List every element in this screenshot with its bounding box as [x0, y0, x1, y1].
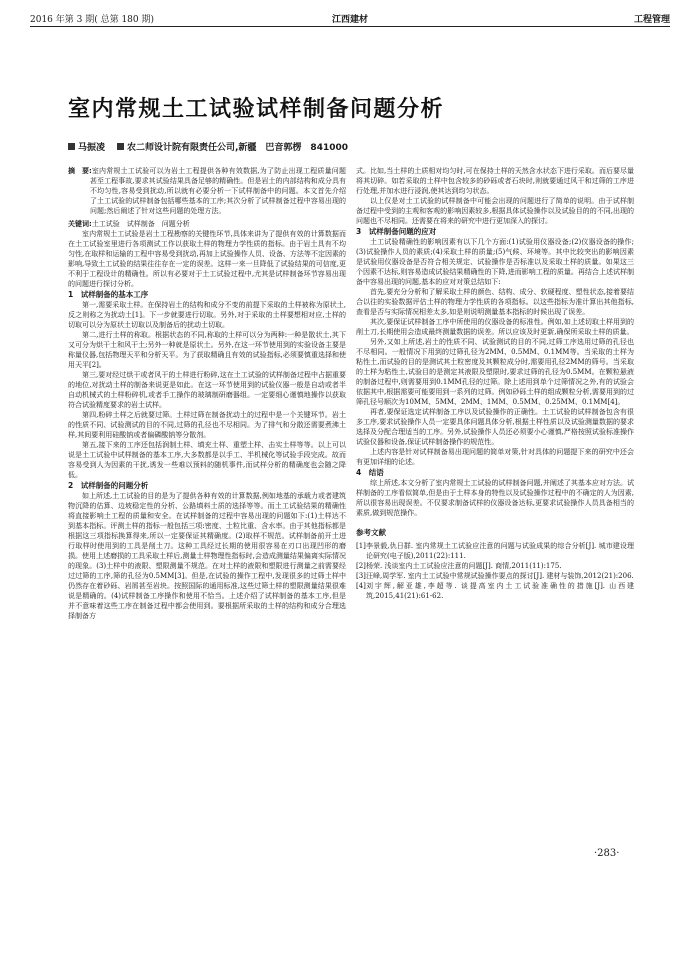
section-4-heading: 4 结语 — [356, 468, 384, 477]
section-3-heading: 3 试样制备问题的应对 — [356, 227, 437, 236]
reference-item — [356, 571, 634, 581]
article-title: 室内常规土工试验试样制备问题分析 — [68, 97, 445, 122]
abstract — [68, 166, 346, 216]
left-column — [68, 166, 346, 621]
paragraph: 其次,要保证试样制备工序中所使用的仪器设备的标准性。例如,如上述切取土样用到的削土刀,长期使用会造成最终测量数据的误差。所以应该及时更新,确保所采取土样的质量。 — [356, 318, 634, 336]
paragraph: 以上仅是对土工试验的试样制备中可能会出现的问题进行了简单的说明。由于试样制备过程中受到的主观和客观的影响因素较多,根据具体试验操作以及试验目的的不同,出现的问题也不尽相同。还需要在将来的研究中进行更加深入的探讨。 — [356, 197, 634, 225]
running-header — [30, 8, 670, 26]
reference-text: 杨荣. 浅谈室内土工试验应注意的问题[J]. 商情,2011(11):175. — [366, 562, 562, 570]
author-affiliation: 农二师设计院有限责任公司,新疆 巴音郭楞 841000 — [127, 143, 349, 153]
reference-number: [4] — [356, 582, 366, 590]
section-name: 工程管理 — [633, 15, 670, 25]
square-bullet-icon — [117, 143, 124, 150]
paragraph: 首先,要充分分析和了解采取土样的颜色、结构、成分、软硬程度、塑性状态,接着要结合以往的实验数据评估土样的物理力学性质的各项指标。以这些指标为准计算出其他指标,查看是否与实际情况相差太多,如是则说明测量基本指标的时候出现了误差。 — [356, 288, 634, 316]
paragraph: 上述内容是针对试样制备易出现问题的简单对策,针对具体的问题提下来的研究中还会有更加详细的论述。 — [356, 448, 634, 466]
issue-info: 2016 年第 3 期( 总第 180 期) — [30, 15, 154, 25]
reference-item — [356, 581, 634, 601]
keywords — [68, 219, 346, 229]
keywords-text: 土工试验 试样制备 问题分析 — [91, 220, 190, 228]
paragraph: 土工试验精确性的影响因素有以下几个方面:(1)试验用仪器设备;(2)仪器设备的操作;(3)试验操作人员的素质;(4)采取土样的质量;(5)气候、环境等。其中比较突出的影响因素是试验用仪器设备是否符合相关规定、试验操作是否标准以及采取土样的质量。如果这三个因素不达标,则容易造成试验结果精确性的下降,进而影响工程的质量。再结合上述试样制备中容易出现的问题,基本的应对对策总结如下: — [356, 238, 634, 286]
section-2-heading: 2 试样制备的问题分析 — [68, 481, 149, 490]
author-name: 马振凌 — [78, 143, 106, 153]
journal-name: 江西建材 — [331, 15, 368, 25]
paragraph: 另外,又如上所述,岩土的性质不同、试验测试的目的不同,过筛工序选用过筛的孔径也不尽相同。一般情况下用到的过筛孔径为2MM、0.5MM、0.1MM等。当采取的土样为粘性土,而试验的目的是测试其土粒密度及其颗粒成分时,需要用孔径2MM的筛号。当采取的土样为粘性土,试验目的是测定其液限及塑限时,要求过筛的孔径为0.5MM。在颗粒悬液的制备过程中,则需要用到0.1MM孔径的过筛。除上述用到单个过筛情况之外,有的试验会依据其中,根据需要可能要用到一系列的过筛。例如砂砾土样的组成颗粒分析,需要用到的过筛孔径号顺次为10MM、5MM、2MM、1MM、0.5MM、0.25MM、0.1MM[4]。 — [356, 338, 634, 406]
reference-item — [356, 561, 634, 571]
paragraph: 再者,要保证选定试样制备工序以及试验操作的正确性。土工试验的试样制备包含有很多工序,要求试验操作人员一定要具体问题具体分析,根据土样性质以及试验测量数据的要求选择及分配合理适当的工序。另外,试验操作人员还必须要小心谨慎,严格按照试验标准操作试验仪器和设备,保证试样制备操作的规范性。 — [356, 408, 634, 446]
paragraph: 第二,进行土样的称取。根据状态的不同,称取的土样可以分为两种:一种是散状土,其下又可分为烘干土和风干土;另外一种就是原状土。另外,在这一环节使用到的实验设备主要是称量仪器,包括物理天平和分析天平。为了获取精确且有效的试验指标,必须要慎重选择和使用天平[2]。 — [68, 331, 346, 369]
references — [356, 528, 634, 601]
intro-paragraph: 室内常规土工试验是岩土工程勘察的关键性环节,具体来讲为了提供有效的计算数据而在土工试验室里进行各项测试工作以获取土样的物理力学性质的指标。由于岩土具有不均匀性,在取样和运输的工程中容易受到扰动,再加上试验操作人员、设备、方法等不定因素的影响,导致土工试验的结果往往存在一定的误差。这样一来一旦降低了试验结果的可信度,更不利于工程设计的精确性。所以有必要对于土工试验过程中,尤其是试样制备环节容易出现的问题进行探讨分析。 — [68, 230, 346, 288]
reference-number: [2] — [356, 562, 366, 570]
square-bullet-icon — [68, 143, 75, 150]
reference-number: [3] — [356, 572, 366, 580]
right-column — [356, 166, 634, 601]
paragraph: 第五,接下来的工序还包括润制土样、填充土样、重塑土样、击实土样等等。以上可以说是土工试验中试样制备的基本工序,大多数都是以手工、半机械化等试验手段完成。故而容易受到人为因素的干扰,诱发一些难以预料的随机事件,而试样分析的精确度也会随之降低。 — [68, 441, 346, 479]
page-number: ·283· — [594, 848, 620, 859]
author-line — [68, 140, 348, 153]
paragraph: 式。比如,当土样的土质相对均匀时,可在保持土样的天然含水状态下进行采取。而后要尽量将其切碎。如若采取的土样中包含较多的砂砾或者石块时,则就要通过风干和过筛的工序进行处理,并加水进行浸润,使其达到均匀状态。 — [356, 167, 634, 195]
paragraph: 第一,需要采取土样。在保持岩土的结构和成分不变的前提下采取的土样被称为原状土,反之则称之为扰动土[1]。下一步就要进行切取。另外,对于采取的土样要想相对应,土样的切取可以分为原状土切取以及制备后的扰动土切取。 — [68, 301, 346, 329]
keywords-label: 关键词: — [68, 220, 92, 228]
reference-text: 李景毅,仇日群. 室内常规土工试验应注意的问题与试验成果的综合分析[J]. 城市建设理论研究(电子版),2011(22):111. — [366, 542, 634, 560]
paragraph: 如上所述,土工试验的目的是为了提供各种有效的计算数据,例如地基的承载力或者建筑物沉降的估算、边坡稳定性的分析、公路填料土质的选择等等。而土工试验结果的精确性将直接影响土工程的质量和安全。在试样制备的过程中容易出现的问题如下:(1)土样达不到基本指标。评测土样的指标一般包括三项:密度、土粒比重、含水率。由于其他指标都是根据这三项指标换算得来,所以一定要保证其精确度。(2)取样不规范。试样制备前开土进行取样时使用到的工具是削土刀。这种工具经过长期的使用很容易在刃口出现凹形的磨损。使用上述磨损的工具采取土样后,测量土样物理性指标时,会造成测量结果偏离实际情况的现象。(3)土样中的液限、塑限测量不规范。在对土样的液限和塑限进行测量之前需要经过过筛的工序,筛的孔径为0.5MM[3]。但是,在试验的操作工程中,发现很多的过筛土样中仍然存在着砂砾、岩屑甚至岩块。按照国际的通用标准,这些过筛土样的塑限测量结果很难说是精确的。(4)试样制备工序操作和使用不恰当。上述介绍了试样制备的基本工序,但是并不意味着这些工序在制备过程中都会使用到。要根据所采取的土样的结构和成分合理选择制备方 — [68, 492, 346, 620]
section-1-heading: 1 试样制备的基本工序 — [68, 290, 149, 299]
reference-text: 刘宇辉,解亚雄,李超等. 谈提高室内土工试验准确性的措施[J]. 山西建筑,2015,41(21):61-62. — [366, 582, 634, 600]
abstract-text: 室内常规土工试验可以为岩土工程提供各种有效数据,为了防止出现工程质量问题甚至工程事故,要求其试验结果具备足够的精确性。但是岩土的内部结构和成分具有不均匀性,容易受到扰动,所以就有必要分析一下试样制备中的问题。本文首先介绍了土工试验的试样制备包括哪些基本的工序;其次分析了试样制备过程中容易出现的问题;然后阐述了针对这些问题的处理方法。 — [90, 167, 346, 215]
reference-item — [356, 541, 634, 561]
paragraph: 第三,要对经过烘干或者风干的土样进行粉碎,这在土工试验的试样制备过程中占据重要的地位,对扰动土样的制备来说更是如此。在这一环节使用到的试验仪器一般是自动或者半自动机械式的土样粉碎机,或者手工操作的玻璃制研磨器组。一定要细心谨慎地操作以获取符合试验精度要求的岩土试样。 — [68, 371, 346, 409]
paragraph: 综上所述,本文分析了室内常规土工试验的试样制备问题,并阐述了其基本应对方法。试样制备的工序看似简单,但是由于土样本身的特性以及试验操作过程中的不确定的人为因素,所以很容易出现误差。不仅要求制备试样的仪器设备达标,更要求试验操作人员具备相当的素质,做到规范操作。 — [356, 479, 634, 517]
references-heading: 参考文献 — [356, 528, 386, 537]
abstract-label: 摘 要: — [68, 167, 92, 175]
header-rule — [30, 26, 670, 27]
paragraph: 第四,粉碎土样之后就要过筛。土样过筛在制备扰动土的过程中是一个关键环节。岩土的性质不同、试验测试的目的不同,过筛的孔径也不尽相同。为了排气和分散还需要煮沸土样,其间要利用硅酸钠或者偏磷酸钠等分散剂。 — [68, 411, 346, 439]
reference-text: 汪峰,周学军. 室内土工试验中常规试验操作要点的探讨[J]. 建材与装饰,2012(21):206. — [366, 572, 634, 580]
reference-number: [1] — [356, 542, 366, 550]
